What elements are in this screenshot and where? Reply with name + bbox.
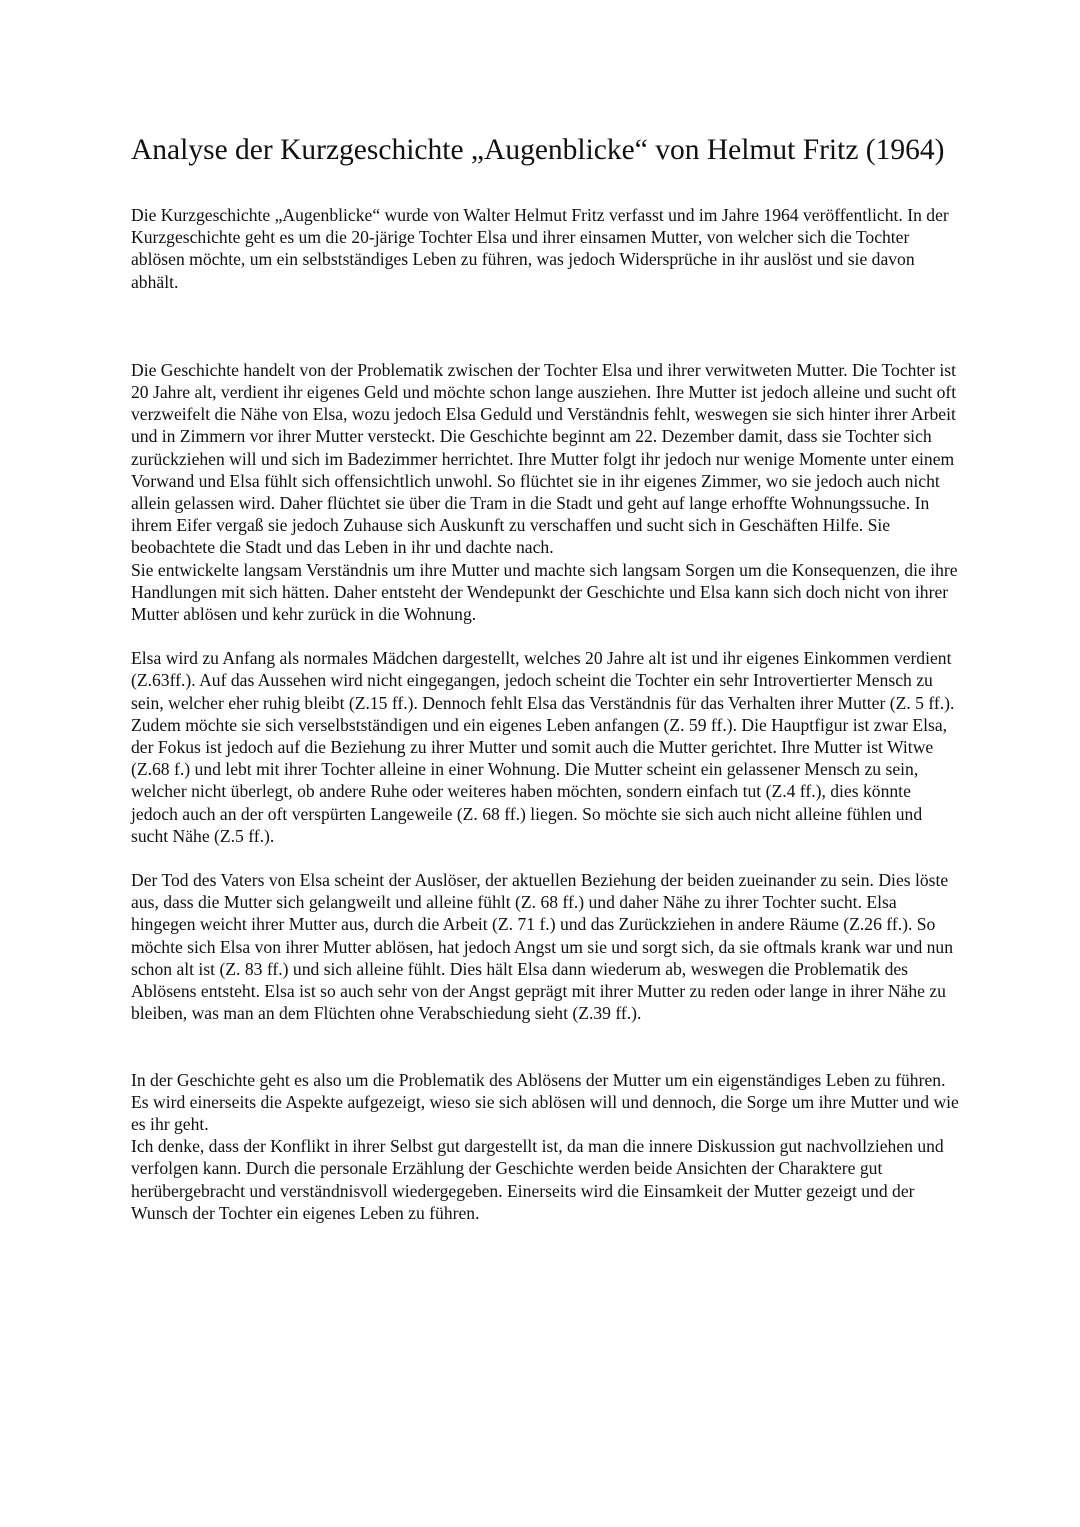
paragraph-character-analysis: Elsa wird zu Anfang als normales Mädchen dargestellt, welches 20 Jahre alt ist und ihr eigenes Einkommen verdient (Z.63ff.). Auf das Aussehen wird nicht eingegangen, jedoch scheint die Tochter ein sehr Introvertierter Mensch zu sein, welcher eher ruhig bleibt (Z.15 ff.). Dennoch fehlt Elsa das Verständnis für das Verhalten ihrer Mutter (Z. 5 ff.). Zudem möchte sie sich verselbstständigen und ein eigenes Leben anfangen (Z. 59 ff.). Die Hauptfigur ist zwar Elsa, der Fokus ist jedoch auf die Beziehung zu ihrer Mutter und somit auch die Mutter gerichtet. Ihre Mutter ist Witwe (Z.68 f.) und lebt mit ihrer Tochter alleine in einer Wohnung. Die Mutter scheint ein gelassener Mensch zu sein, welcher nicht überlegt, ob andere Ruhe oder weiteres haben möchten, sondern einfach tut (Z.4 ff.), dies könnte jedoch auch an der oft verspürten Langeweile (Z. 68 ff.) liegen. So möchte sie sich auch nicht alleine fühlen und sucht Nähe (Z.5 ff.).	[131, 648, 955, 846]
paragraph-conclusion: In der Geschichte geht es also um die Problematik des Ablösens der Mutter um ein eigenständiges Leben zu führen. Es wird einerseits die Aspekte aufgezeigt, wieso sie sich ablösen will und dennoch, die Sorge um ihre Mutter und wie es ihr geht. Ich denke, dass der Konflikt in ihrer Selbst gut dargestellt ist, da man die innere Diskussion gut nachvollziehen und verfolgen kann. Durch die personale Erzählung der Geschichte werden beide Ansichten der Charaktere gut herübergebracht und verständnisvoll wiedergegeben. Einerseits wird die Einsamkeit der Mutter gezeigt und der Wunsch der Tochter ein eigenes Leben zu führen.	[131, 1069, 959, 1223]
document-body	[131, 130, 961, 1224]
paragraph-relationship-analysis: Der Tod des Vaters von Elsa scheint der Auslöser, der aktuellen Beziehung der beiden zueinander zu sein. Dies löste aus, dass die Mutter sich gelangweilt und alleine fühlt (Z. 68 ff.) und daher Nähe zu ihrer Tochter sucht. Elsa hingegen weicht ihrer Mutter aus, durch die Arbeit (Z. 71 f.) und das Zurückziehen in andere Räume (Z.26 ff.). So möchte sich Elsa von ihrer Mutter ablösen, hat jedoch Angst um sie und sorgt sich, da sie oftmals krank war und nun schon alt ist (Z. 83 ff.) und sich alleine fühlt. Dies hält Elsa dann wiederum ab, weswegen die Problematik des Ablösens entsteht. Elsa ist so auch sehr von der Angst geprägt mit ihrer Mutter zu reden oder lange in ihrer Nähe zu bleiben, was man an dem Flüchten ohne Verabschiedung sieht (Z.39 ff.).	[131, 870, 954, 1024]
document-title: Analyse der Kurzgeschichte „Augenblicke“ von Helmut Fritz (1964)	[131, 134, 945, 166]
paragraph-introduction: Die Kurzgeschichte „Augenblicke“ wurde von Walter Helmut Fritz verfasst und im Jahre 1964 veröffentlicht. In der Kurzgeschichte geht es um die 20-järige Tochter Elsa und ihrer einsamen Mutter, von welcher sich die Tochter ablösen möchte, um ein selbstständiges Leben zu führen, was jedoch Widersprüche in ihr auslöst und sie davon abhält.	[131, 205, 949, 292]
paragraph-plot-summary: Die Geschichte handelt von der Problematik zwischen der Tochter Elsa und ihrer verwitweten Mutter. Die Tochter ist 20 Jahre alt, verdient ihr eigenes Geld und möchte schon lange ausziehen. Ihre Mutter ist jedoch alleine und sucht oft verzweifelt die Nähe von Elsa, wozu jedoch Elsa Geduld und Verständnis fehlt, weswegen sie sich hinter ihrer Arbeit und in Zimmern vor ihrer Mutter versteckt. Die Geschichte beginnt am 22. Dezember damit, dass sie Tochter sich zurückziehen will und sich im Badezimmer herrichtet. Ihre Mutter folgt ihr jedoch nur wenige Momente unter einem Vorwand und Elsa fühlt sich offensichtlich unwohl. So flüchtet sie in ihr eigenes Zimmer, wo sie jedoch auch nicht allein gelassen wird. Daher flüchtet sie über die Tram in die Stadt und geht auf lange erhoffte Wohnungssuche. In ihrem Eifer vergaß sie jedoch Zuhause sich Auskunft zu verschaffen und sucht sich in Geschäften Hilfe. Sie beobachtete die Stadt und das Leben in ihr und dachte nach. Sie entwickelte langsam Verständnis um ihre Mutter und machte sich langsam Sorgen um die Konsequenzen, die ihre Handlungen mit sich hätten. Daher entsteht der Wendepunkt der Geschichte und Elsa kann sich doch nicht von ihrer Mutter ablösen und kehr zurück in die Wohnung.	[131, 359, 958, 625]
